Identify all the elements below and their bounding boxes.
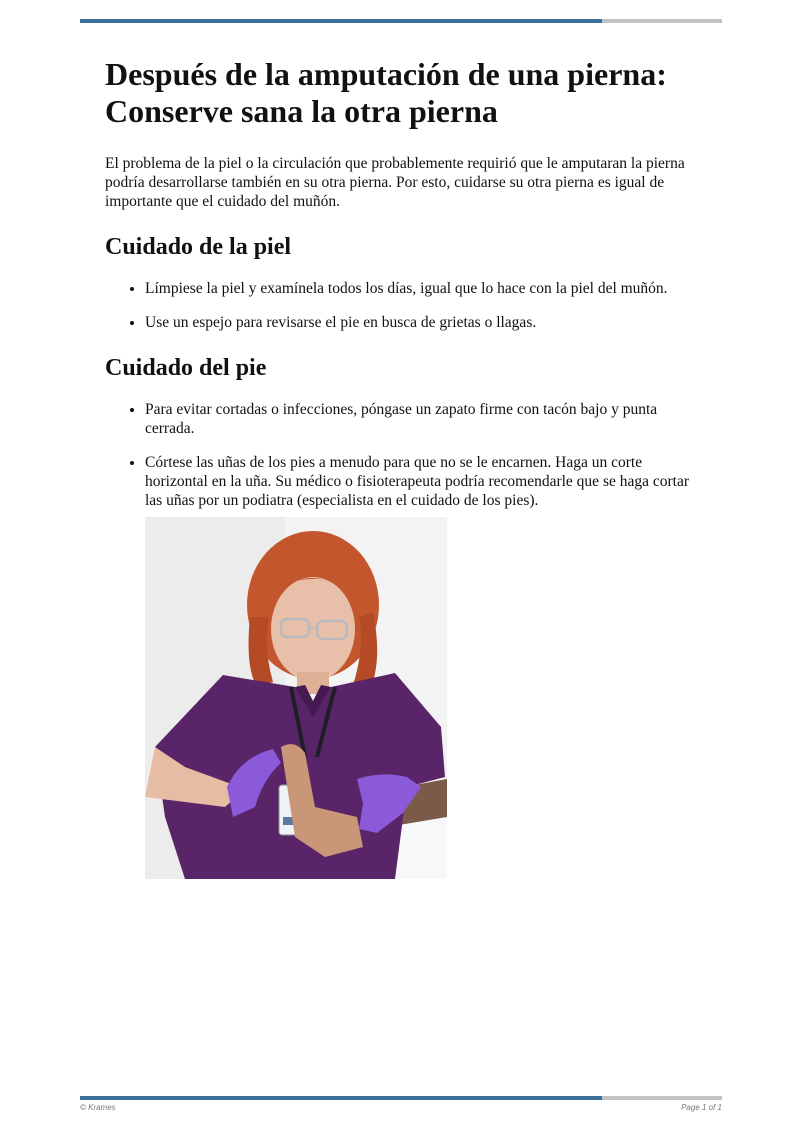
section-heading-foot-care: Cuidado del pie <box>105 355 267 381</box>
list-item: • Para evitar cortadas o infecciones, póngase un zapato firme con tacón bajo y punta cerrada. <box>145 400 705 438</box>
skin-care-list <box>105 279 705 332</box>
bottom-rule <box>80 1096 722 1100</box>
foot-care-list <box>105 400 705 510</box>
footer-copyright: © Krames <box>80 1103 116 1112</box>
section-heading-skin-care: Cuidado de la piel <box>105 234 292 260</box>
top-rule-accent <box>80 19 602 23</box>
foot-care-photo <box>145 517 447 879</box>
list-item: • Límpiese la piel y examínela todos los días, igual que lo hace con la piel del muñón. <box>145 279 705 298</box>
bottom-rule-gray <box>602 1096 722 1100</box>
page-title: Después de la amputación de una pierna: Conserve sana la otra pierna <box>105 56 667 129</box>
nurse-foot-care-illustration <box>145 517 447 879</box>
footer-page-number: Page 1 of 1 <box>681 1103 722 1112</box>
list-item: • Use un espejo para revisarse el pie en busca de grietas o llagas. <box>145 313 705 332</box>
bottom-rule-accent <box>80 1096 602 1100</box>
top-rule <box>80 19 722 23</box>
document-body <box>105 56 705 532</box>
intro-paragraph: El problema de la piel o la circulación que probablemente requirió que le amputaran la pierna podría desarrollarse también en su otra pierna. Por esto, cuidarse su otra pierna es igual de importante que el cuidado del muñón. <box>105 155 685 210</box>
top-rule-gray <box>602 19 722 23</box>
list-item: • Córtese las uñas de los pies a menudo para que no se le encarnen. Haga un corte horizontal en la uña. Su médico o fisioterapeuta podría recomendarle que se haga cortar las uñas por un podiatra (especialista en el cuidado de los pies). <box>145 453 705 510</box>
